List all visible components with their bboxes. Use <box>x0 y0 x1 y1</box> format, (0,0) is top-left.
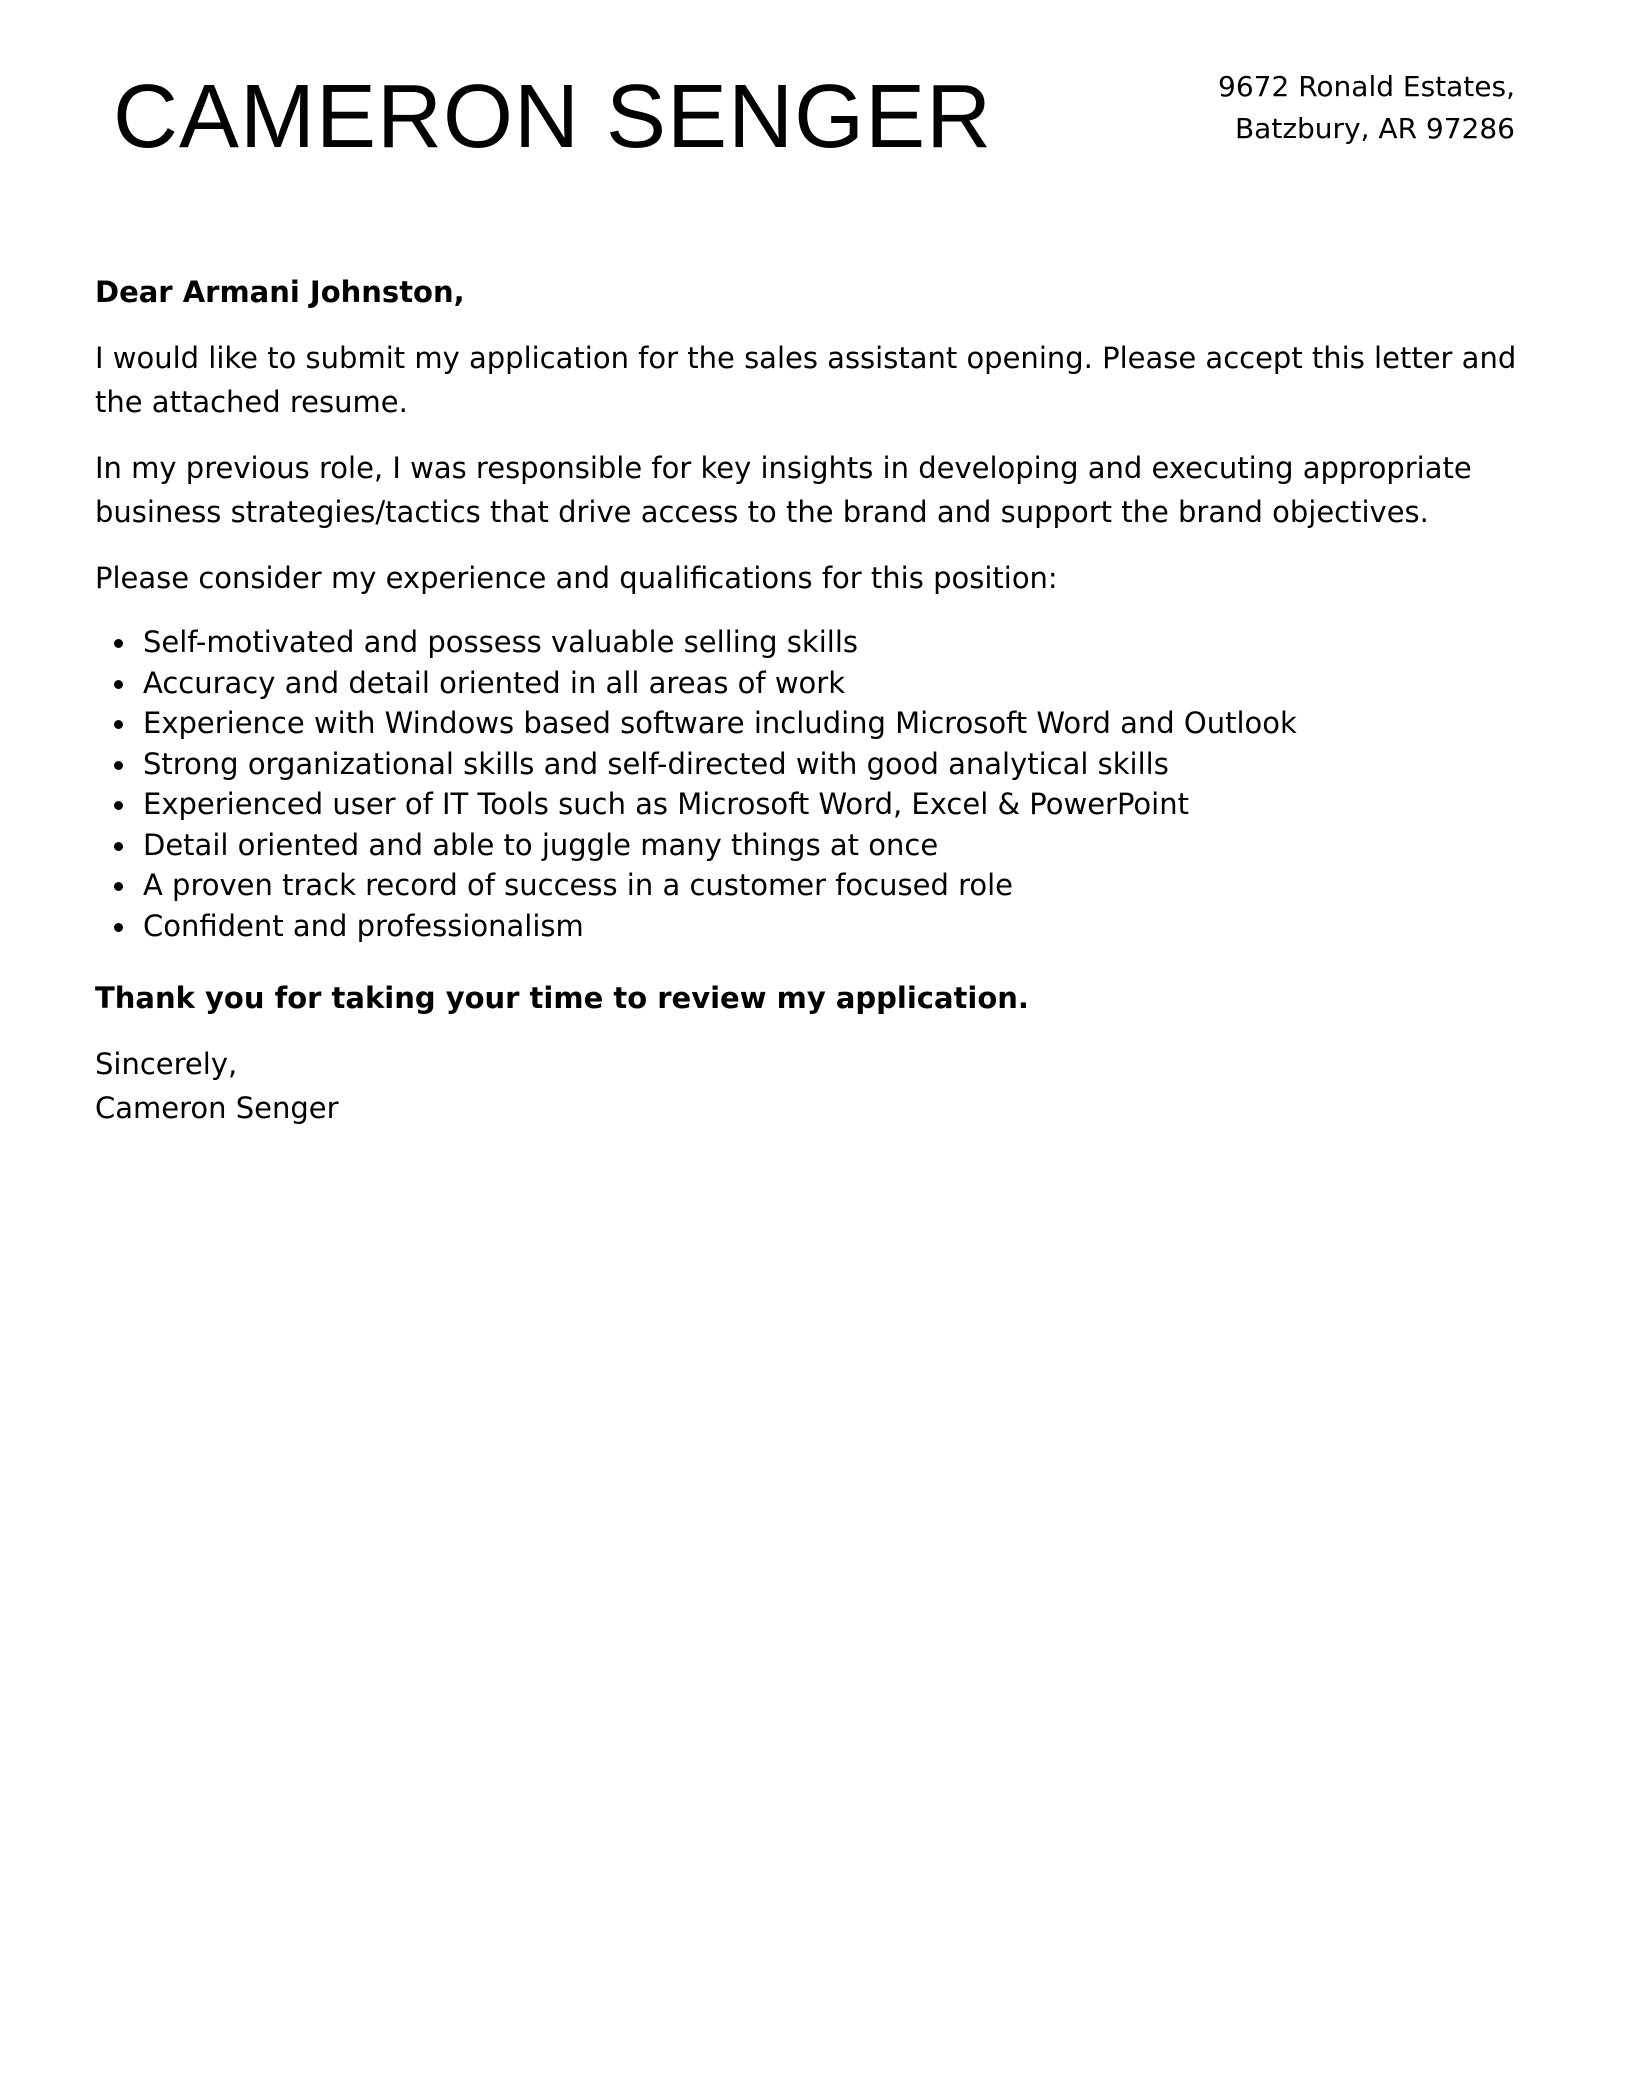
address-block <box>1218 66 1515 150</box>
letter-body <box>95 270 1525 1130</box>
signature: Cameron Senger <box>95 1091 339 1125</box>
paragraph-intro: I would like to submit my application for the sales assistant opening. Please accept this letter and the attached resume. <box>95 341 1517 419</box>
thank-you-line: Thank you for taking your time to review my application. <box>95 981 1029 1015</box>
list-item: Experienced user of IT Tools such as Microsoft Word, Excel & PowerPoint <box>143 784 1525 825</box>
applicant-name: CAMERON SENGER <box>113 67 993 167</box>
list-item: Accuracy and detail oriented in all areas of work <box>143 663 1525 704</box>
paragraph-experience: In my previous role, I was responsible for key insights in developing and executing appropriate business strategies/tactics that drive access to the brand and support the brand objectives. <box>95 451 1472 529</box>
list-item: A proven track record of success in a customer focused role <box>143 865 1525 906</box>
closing: Sincerely, <box>95 1047 238 1081</box>
qualifications-list <box>95 622 1525 946</box>
list-item: Self-motivated and possess valuable selling skills <box>143 622 1525 663</box>
list-item: Detail oriented and able to juggle many things at once <box>143 825 1525 866</box>
address-line-2: Batzbury, AR 97286 <box>1234 112 1515 145</box>
sign-off <box>95 1042 1525 1130</box>
paragraph-qualifications-intro: Please consider my experience and qualifications for this position: <box>95 561 1058 595</box>
list-item: Strong organizational skills and self-directed with good analytical skills <box>143 744 1525 785</box>
list-item: Experience with Windows based software including Microsoft Word and Outlook <box>143 703 1525 744</box>
address-line-1: 9672 Ronald Estates, <box>1218 70 1515 103</box>
list-item: Confident and professionalism <box>143 906 1525 947</box>
salutation: Dear Armani Johnston, <box>95 275 465 309</box>
